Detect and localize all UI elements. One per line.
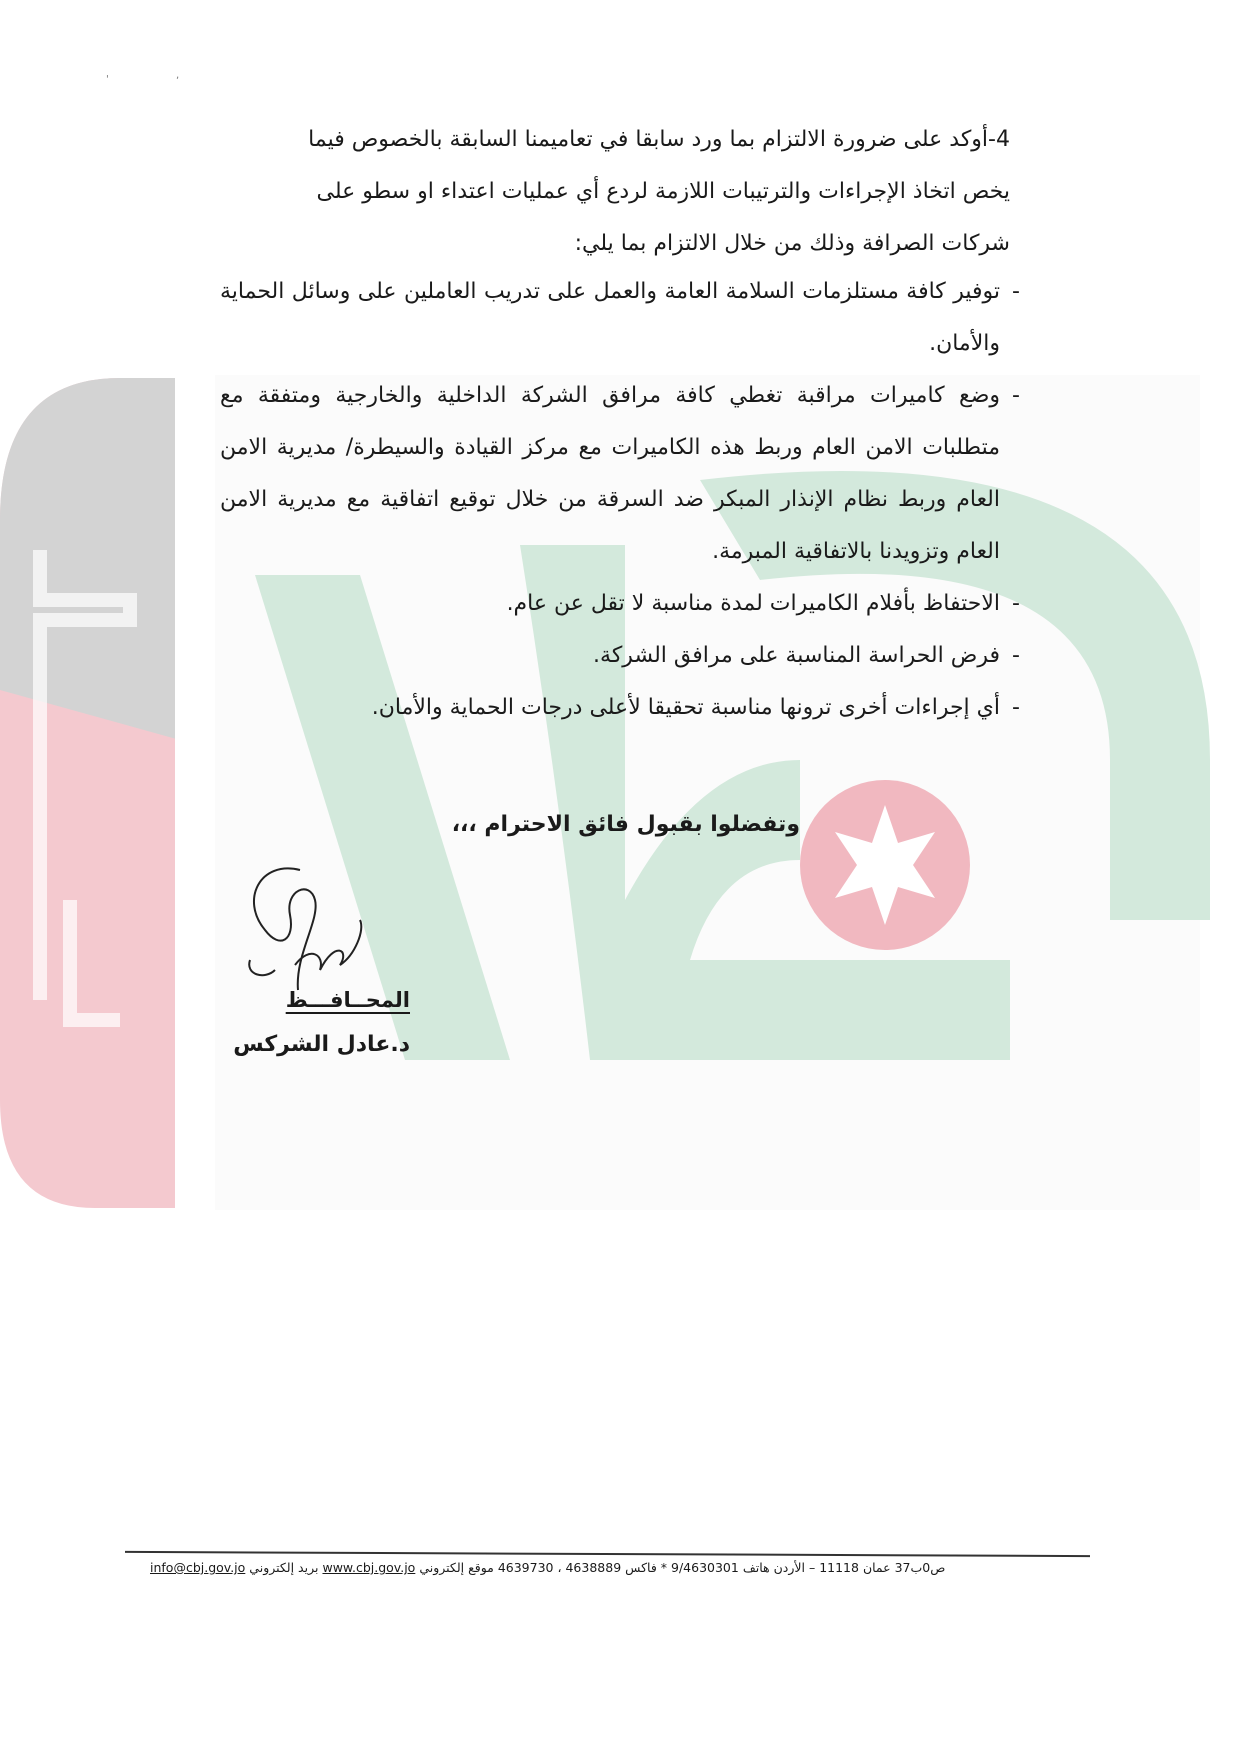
bullet-text: الاحتفاظ بأفلام الكاميرات لمدة مناسبة لا تقل عن عام. (506, 591, 1000, 616)
signatory-name: د.عادل الشركس (233, 1032, 410, 1057)
footer-contact (150, 1560, 1065, 1575)
bullet-dash: - (1012, 279, 1020, 304)
paragraph-line-3: شركات الصرافة وذلك من خلال الالتزام بما يلي: (574, 231, 1010, 256)
scan-mark: ' (106, 74, 109, 85)
list-item (220, 630, 1020, 682)
bullet-dash: - (1012, 643, 1020, 668)
bullet-text: وضع كاميرات مراقبة تغطي كافة مرافق الشركة الداخلية والخارجية ومتفقة مع متطلبات الامن العام وربط هذه الكاميرات مع مركز القيادة والسيطرة/ مديرية الامن العام وربط نظام الإنذار المبكر ضد السرقة من خلال توقيع اتفاقية مع مديرية الامن العام وتزويدنا بالاتفاقية المبرمة. (220, 383, 1000, 564)
list-item (220, 578, 1020, 630)
list-item (220, 370, 1020, 578)
footer-address: ص0ب37 عمان 11118 – الأردن هاتف 9/4630301 * فاكس 4638889 ، 4639730 موقع إلكتروني (419, 1560, 946, 1575)
list-item (220, 682, 1020, 734)
bullet-text: توفير كافة مستلزمات السلامة العامة والعمل على تدريب العاملين على وسائل الحماية والأمان. (220, 279, 1000, 356)
main-paragraph (220, 114, 1010, 270)
bullet-dash: - (1012, 591, 1020, 616)
closing-salutation: وتفضلوا بقبول فائق الاحترام ،،، (451, 812, 800, 837)
footer-email-link[interactable]: info@cbj.gov.jo (150, 1560, 246, 1575)
footer-website-link[interactable]: www.cbj.gov.jo (322, 1560, 416, 1575)
measures-list (220, 266, 1020, 734)
signatory-title: المحــافـــظ (285, 988, 410, 1012)
footer-divider (125, 1551, 1090, 1557)
bullet-text: فرض الحراسة المناسبة على مرافق الشركة. (593, 643, 1000, 668)
bullet-dash: - (1012, 383, 1020, 408)
paragraph-line-2: يخص اتخاذ الإجراءات والترتيبات اللازمة لردع أي عمليات اعتداء او سطو على (316, 179, 1010, 204)
scan-mark: , (176, 70, 180, 81)
bullet-dash: - (1012, 695, 1020, 720)
list-item (220, 266, 1020, 370)
footer-email-label: بريد إلكتروني (249, 1560, 319, 1575)
bullet-text: أي إجراءات أخرى ترونها مناسبة تحقيقا لأعلى درجات الحماية والأمان. (371, 695, 1000, 720)
item-number: 4- (988, 127, 1010, 152)
paragraph-line-1: 4-أوكد على ضرورة الالتزام بما ورد سابقا في تعاميمنا السابقة بالخصوص فيما (308, 127, 1010, 152)
